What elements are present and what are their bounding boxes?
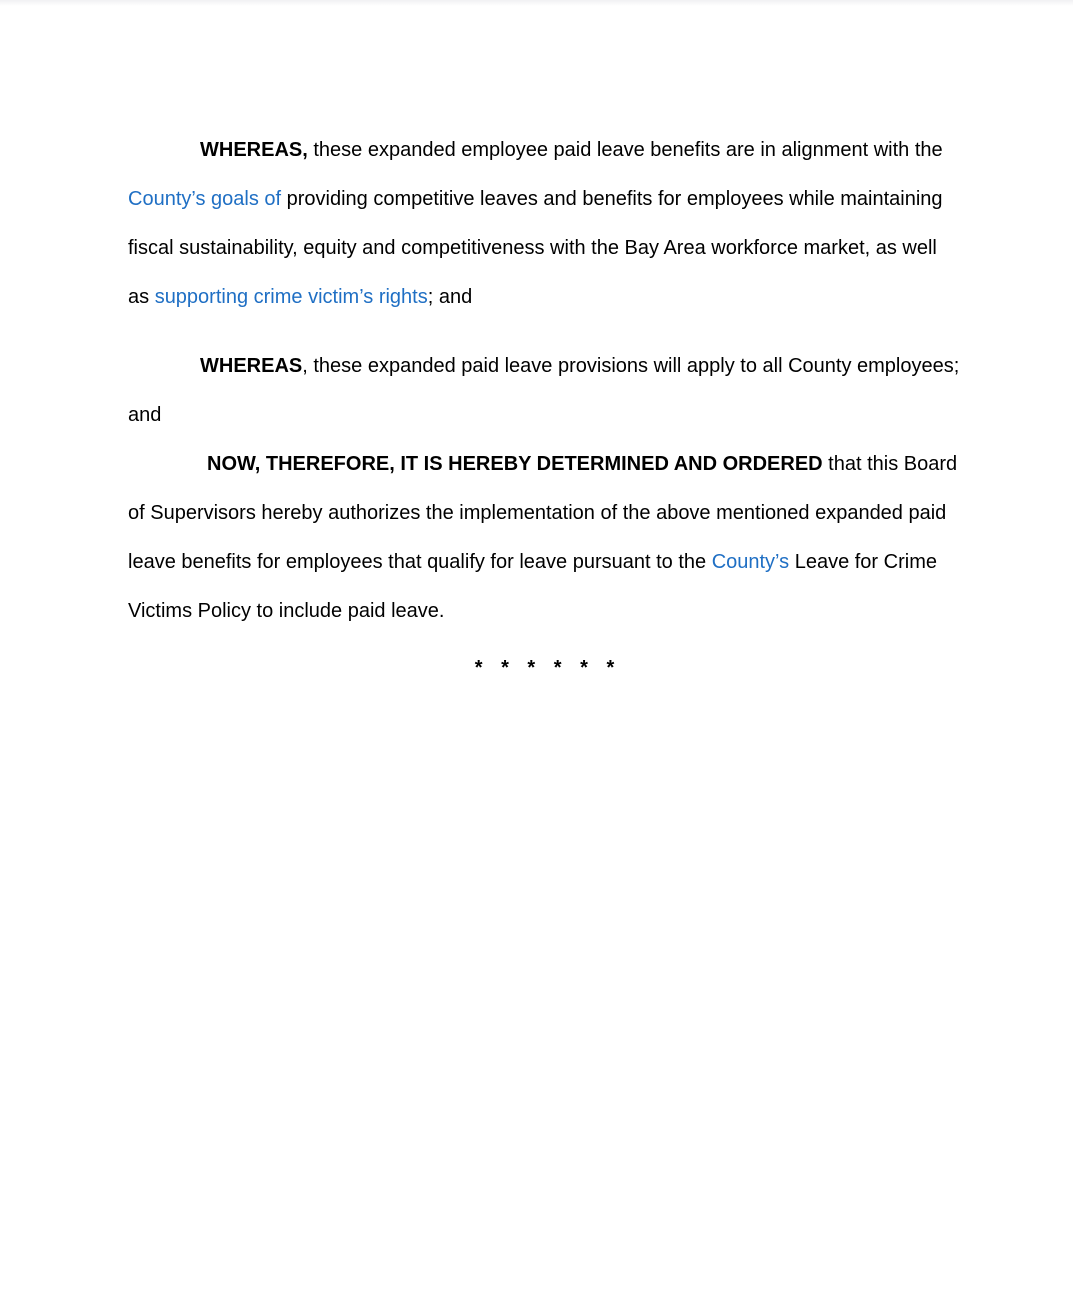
text-segment-normal: providing competitive leaves and benefits for employees while maintaining fiscal sustainability, equity and competitiveness with the Bay Area workforce market, as well as: [128, 188, 943, 308]
page-top-edge-shadow: [0, 0, 1073, 6]
text-segment-normal: Leave for Crime Victims Policy to include paid leave.: [128, 551, 937, 622]
document-body: [128, 126, 961, 693]
text-segment-bold: WHEREAS: [200, 355, 303, 377]
text-segment-inserted: County’s: [711, 551, 790, 573]
paragraph-whereas-benefits-alignment: [128, 126, 961, 322]
text-segment-bold: NOW, THEREFORE, IT IS HEREBY DETERMINED AND ORDERED: [207, 453, 823, 475]
paragraph-now-therefore-ordered: [128, 440, 961, 636]
text-segment-inserted: supporting crime victim’s rights: [154, 286, 428, 308]
text-segment-normal: that this Board of Supervisors hereby authorizes the implementation of the above mentioned expanded paid leave benefits for employees that qualify for leave pursuant to the: [128, 453, 958, 573]
paragraph-whereas-apply-all-county: [128, 342, 961, 440]
text-segment-inserted: County’s goals of: [128, 188, 282, 210]
text-segment-bold: WHEREAS,: [200, 139, 308, 161]
text-segment-normal: , these expanded paid leave provisions will apply to all County employees; and: [128, 355, 960, 426]
text-segment-normal: ; and: [427, 286, 473, 308]
asterisk-separator: * * * * * *: [474, 657, 615, 679]
text-segment-normal: these expanded employee paid leave benefits are in alignment with the: [307, 139, 943, 161]
